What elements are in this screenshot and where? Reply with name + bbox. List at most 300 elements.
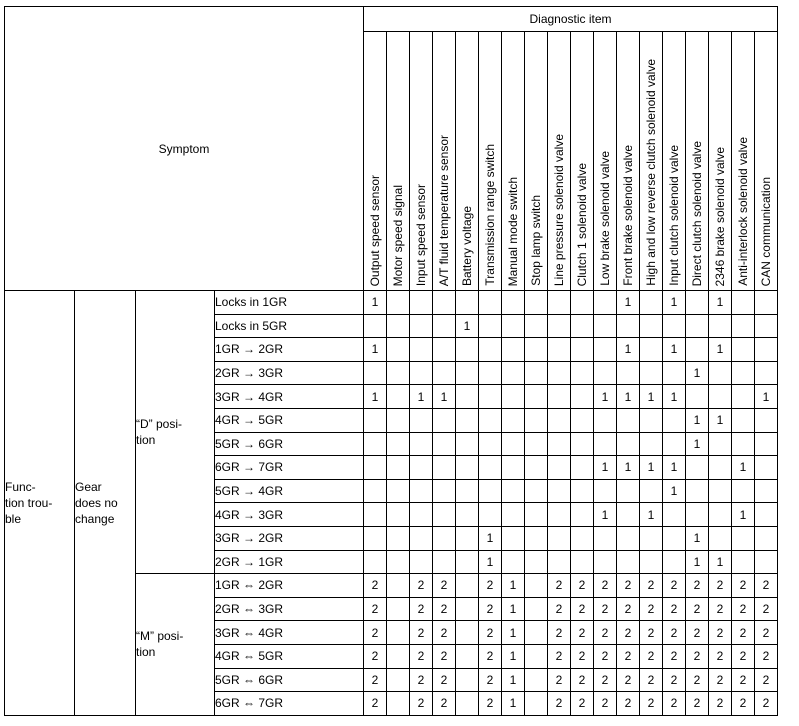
value-cell [548,338,571,362]
value-cell [571,456,594,480]
value-cell: 2 [640,692,663,716]
value-cell: 1 [456,314,479,338]
category-d-position [136,291,215,574]
value-cell [732,314,755,338]
value-cell: 2 [571,644,594,668]
value-cell [525,338,548,362]
value-cell: 2 [709,574,732,598]
value-cell: 1 [663,479,686,503]
value-cell [571,479,594,503]
column-header-label: Line pressure solenoid valve [552,133,566,286]
value-cell [456,432,479,456]
value-cell: 1 [433,385,456,409]
value-cell: 2 [571,597,594,621]
value-cell: 2 [548,668,571,692]
value-cell: 1 [617,385,640,409]
value-cell [479,314,502,338]
value-cell [617,432,640,456]
value-cell [732,550,755,574]
value-cell: 2 [640,597,663,621]
value-cell [709,385,732,409]
value-cell [479,456,502,480]
value-cell [502,361,525,385]
value-cell [755,503,778,527]
column-header [456,32,479,291]
column-header [686,32,709,291]
value-cell: 2 [640,621,663,645]
value-cell: 2 [594,692,617,716]
value-cell: 2 [548,574,571,598]
value-cell: 2 [617,574,640,598]
value-cell [640,550,663,574]
column-header-label: Output speed sensor [368,174,382,286]
value-cell [433,338,456,362]
value-cell [548,479,571,503]
value-cell [456,526,479,550]
value-cell: 2 [548,621,571,645]
group-label-line: Func- [5,479,36,494]
group-label-line: change [75,511,115,526]
value-cell [387,385,410,409]
value-cell: 2 [686,692,709,716]
group-label-line: “D” posi- [136,417,183,432]
value-cell: 2 [433,621,456,645]
symptom-cell: 5GR → 4GR [215,479,364,503]
value-cell [387,692,410,716]
value-cell: 2 [663,692,686,716]
value-cell [410,503,433,527]
symptom-cell: Locks in 5GR [215,314,364,338]
value-cell: 1 [732,503,755,527]
value-cell: 1 [594,385,617,409]
value-cell: 1 [479,550,502,574]
value-cell [617,361,640,385]
value-cell [433,408,456,432]
column-header-label: Anti-interlock solenoid valve [736,137,750,286]
value-cell [502,338,525,362]
value-cell: 1 [732,456,755,480]
table-row [5,291,778,315]
value-cell [732,408,755,432]
value-cell: 1 [502,668,525,692]
value-cell [640,291,663,315]
column-header [571,32,594,291]
value-cell: 1 [410,385,433,409]
group-label-line: “M” posi- [136,629,184,644]
value-cell: 1 [502,574,525,598]
value-cell [548,503,571,527]
value-cell [663,550,686,574]
value-cell: 2 [663,621,686,645]
symptom-cell: 3GR → 2GR [215,526,364,550]
value-cell [387,456,410,480]
value-cell [732,432,755,456]
value-cell [755,291,778,315]
value-cell: 2 [640,644,663,668]
value-cell [755,432,778,456]
value-cell: 1 [364,291,387,315]
value-cell [364,314,387,338]
column-header [709,32,732,291]
value-cell [709,526,732,550]
value-cell [709,314,732,338]
value-cell [755,314,778,338]
value-cell: 2 [732,668,755,692]
column-header-label: Direct clutch solenoid valve [690,140,704,286]
value-cell: 2 [479,692,502,716]
value-cell: 1 [663,338,686,362]
value-cell: 2 [364,574,387,598]
value-cell [686,385,709,409]
column-header-label: 2346 brake solenoid valve [713,146,727,286]
value-cell [456,668,479,692]
value-cell [732,385,755,409]
value-cell [502,526,525,550]
value-cell [640,338,663,362]
value-cell [456,597,479,621]
value-cell [410,408,433,432]
value-cell [686,479,709,503]
value-cell [364,503,387,527]
value-cell [410,479,433,503]
value-cell [387,644,410,668]
value-cell [686,314,709,338]
value-cell: 2 [364,668,387,692]
value-cell [525,479,548,503]
value-cell: 2 [732,597,755,621]
value-cell [594,361,617,385]
value-cell [732,479,755,503]
value-cell: 2 [732,574,755,598]
value-cell [387,432,410,456]
symptom-cell: 2GR → 1GR [215,550,364,574]
value-cell [709,503,732,527]
value-cell: 1 [640,456,663,480]
value-cell [755,408,778,432]
column-header [617,32,640,291]
value-cell [433,291,456,315]
symptom-cell: 3GR → 4GR [215,385,364,409]
value-cell: 2 [479,668,502,692]
value-cell [479,291,502,315]
value-cell [433,526,456,550]
value-cell [479,385,502,409]
column-header-label: Motor speed signal [391,184,405,286]
value-cell: 2 [617,692,640,716]
value-cell [433,550,456,574]
value-cell [594,291,617,315]
value-cell [433,314,456,338]
value-cell: 1 [663,456,686,480]
value-cell: 1 [686,526,709,550]
column-header [663,32,686,291]
value-cell [571,550,594,574]
column-header [594,32,617,291]
value-cell: 2 [548,597,571,621]
value-cell [755,338,778,362]
value-cell: 2 [755,597,778,621]
value-cell: 1 [502,621,525,645]
value-cell [640,479,663,503]
value-cell [387,338,410,362]
value-cell: 2 [709,597,732,621]
value-cell: 2 [709,668,732,692]
column-header-label: Manual mode switch [506,176,520,286]
value-cell [548,361,571,385]
value-cell [525,291,548,315]
value-cell [663,361,686,385]
value-cell [387,526,410,550]
value-cell: 2 [686,574,709,598]
symptom-cell: 1GR ⇔ 2GR [215,574,364,598]
value-cell [364,408,387,432]
value-cell [732,526,755,550]
value-cell: 2 [364,621,387,645]
value-cell [525,526,548,550]
value-cell [686,338,709,362]
value-cell [456,408,479,432]
value-cell [525,456,548,480]
value-cell [548,314,571,338]
column-header [387,32,410,291]
value-cell: 2 [410,692,433,716]
value-cell [525,668,548,692]
value-cell: 2 [617,621,640,645]
value-cell [755,456,778,480]
value-cell [732,338,755,362]
column-header-label: High and low reverse clutch solenoid valve [644,59,658,286]
value-cell: 1 [686,408,709,432]
value-cell: 1 [640,503,663,527]
column-header-label: Transmission range switch [483,144,497,286]
symptom-cell: 2GR → 3GR [215,361,364,385]
value-cell [709,479,732,503]
value-cell [617,408,640,432]
value-cell [755,526,778,550]
value-cell: 2 [433,574,456,598]
value-cell: 2 [755,668,778,692]
value-cell: 2 [640,574,663,598]
value-cell: 2 [571,692,594,716]
value-cell: 2 [410,597,433,621]
value-cell: 2 [709,692,732,716]
value-cell: 2 [594,574,617,598]
value-cell [571,361,594,385]
value-cell [502,456,525,480]
value-cell [364,456,387,480]
group-label-line: tion [136,433,156,448]
value-cell [640,526,663,550]
symptom-cell: Locks in 1GR [215,291,364,315]
value-cell: 1 [709,338,732,362]
value-cell [755,550,778,574]
value-cell [502,503,525,527]
symptom-cell: 5GR ⇔ 6GR [215,668,364,692]
value-cell: 2 [410,621,433,645]
value-cell [525,503,548,527]
value-cell [525,692,548,716]
value-cell: 2 [663,668,686,692]
value-cell [548,456,571,480]
value-cell: 2 [433,644,456,668]
value-cell [594,408,617,432]
value-cell [594,338,617,362]
category-m-position [136,574,215,716]
value-cell: 2 [433,597,456,621]
symptom-cell: 4GR → 5GR [215,408,364,432]
value-cell [548,526,571,550]
value-cell [525,597,548,621]
value-cell: 2 [640,668,663,692]
group-label-line: tion [136,645,156,660]
value-cell [548,432,571,456]
value-cell [594,479,617,503]
value-cell [594,550,617,574]
value-cell: 2 [709,644,732,668]
value-cell: 2 [433,692,456,716]
value-cell: 2 [479,644,502,668]
value-cell [502,550,525,574]
value-cell [433,361,456,385]
column-header-label: Stop lamp switch [529,195,543,286]
column-header-label: Input clutch solenoid valve [667,145,681,286]
value-cell: 2 [755,574,778,598]
value-cell [387,597,410,621]
value-cell [502,291,525,315]
category-function-trouble [5,291,75,716]
value-cell [410,550,433,574]
value-cell [364,361,387,385]
value-cell: 2 [686,621,709,645]
value-cell [387,503,410,527]
value-cell [617,479,640,503]
value-cell [525,621,548,645]
symptom-cell: 6GR ⇔ 7GR [215,692,364,716]
value-cell [571,291,594,315]
value-cell: 2 [433,668,456,692]
value-cell: 1 [617,291,640,315]
value-cell [479,432,502,456]
value-cell [410,291,433,315]
value-cell [410,456,433,480]
column-header-label: Front brake solenoid valve [621,145,635,286]
value-cell [709,456,732,480]
value-cell: 1 [594,503,617,527]
category-gear-no-change [75,291,136,716]
value-cell: 1 [686,550,709,574]
value-cell [640,314,663,338]
value-cell: 2 [364,692,387,716]
column-header-label: Battery voltage [460,205,474,286]
value-cell: 1 [709,550,732,574]
value-cell [433,503,456,527]
value-cell [617,526,640,550]
value-cell: 1 [502,597,525,621]
value-cell: 1 [364,338,387,362]
value-cell [525,574,548,598]
value-cell [617,503,640,527]
value-cell [387,550,410,574]
value-cell: 1 [709,408,732,432]
value-cell [456,291,479,315]
value-cell [364,432,387,456]
value-cell: 1 [686,361,709,385]
value-cell [571,503,594,527]
value-cell [502,479,525,503]
value-cell [502,314,525,338]
value-cell [525,408,548,432]
value-cell: 2 [364,644,387,668]
value-cell [594,526,617,550]
value-cell [410,338,433,362]
value-cell: 2 [732,621,755,645]
column-header [525,32,548,291]
value-cell [663,432,686,456]
value-cell [571,385,594,409]
value-cell [525,361,548,385]
value-cell [502,385,525,409]
value-cell: 2 [663,597,686,621]
value-cell [525,432,548,456]
value-cell [755,361,778,385]
value-cell [571,314,594,338]
column-header [433,32,456,291]
value-cell: 1 [755,385,778,409]
value-cell [410,314,433,338]
value-cell: 2 [732,692,755,716]
value-cell [456,361,479,385]
value-cell [410,432,433,456]
symptom-cell: 1GR → 2GR [215,338,364,362]
value-cell: 2 [594,597,617,621]
value-cell [548,408,571,432]
value-cell: 2 [410,668,433,692]
value-cell [387,314,410,338]
value-cell: 2 [732,644,755,668]
column-header [732,32,755,291]
value-cell: 1 [617,338,640,362]
symptom-cell: 4GR → 3GR [215,503,364,527]
value-cell [525,644,548,668]
value-cell [364,526,387,550]
value-cell [732,291,755,315]
group-label-line: ble [5,511,22,526]
column-header-label: Low brake solenoid valve [598,151,612,286]
value-cell [456,479,479,503]
value-cell [663,314,686,338]
value-cell: 2 [594,668,617,692]
value-cell [571,338,594,362]
value-cell [686,456,709,480]
value-cell: 2 [617,597,640,621]
value-cell [502,432,525,456]
group-label-line: tion trou- [5,495,53,510]
value-cell [640,432,663,456]
value-cell: 1 [663,385,686,409]
group-label-line: Gear [75,479,102,494]
value-cell [456,338,479,362]
value-cell [640,408,663,432]
value-cell [456,644,479,668]
value-cell [387,291,410,315]
symptom-header: Symptom [5,7,364,291]
value-cell [640,361,663,385]
value-cell: 2 [410,574,433,598]
column-header [640,32,663,291]
value-cell [364,479,387,503]
value-cell [364,550,387,574]
diagnostic-item-header: Diagnostic item [364,7,778,32]
